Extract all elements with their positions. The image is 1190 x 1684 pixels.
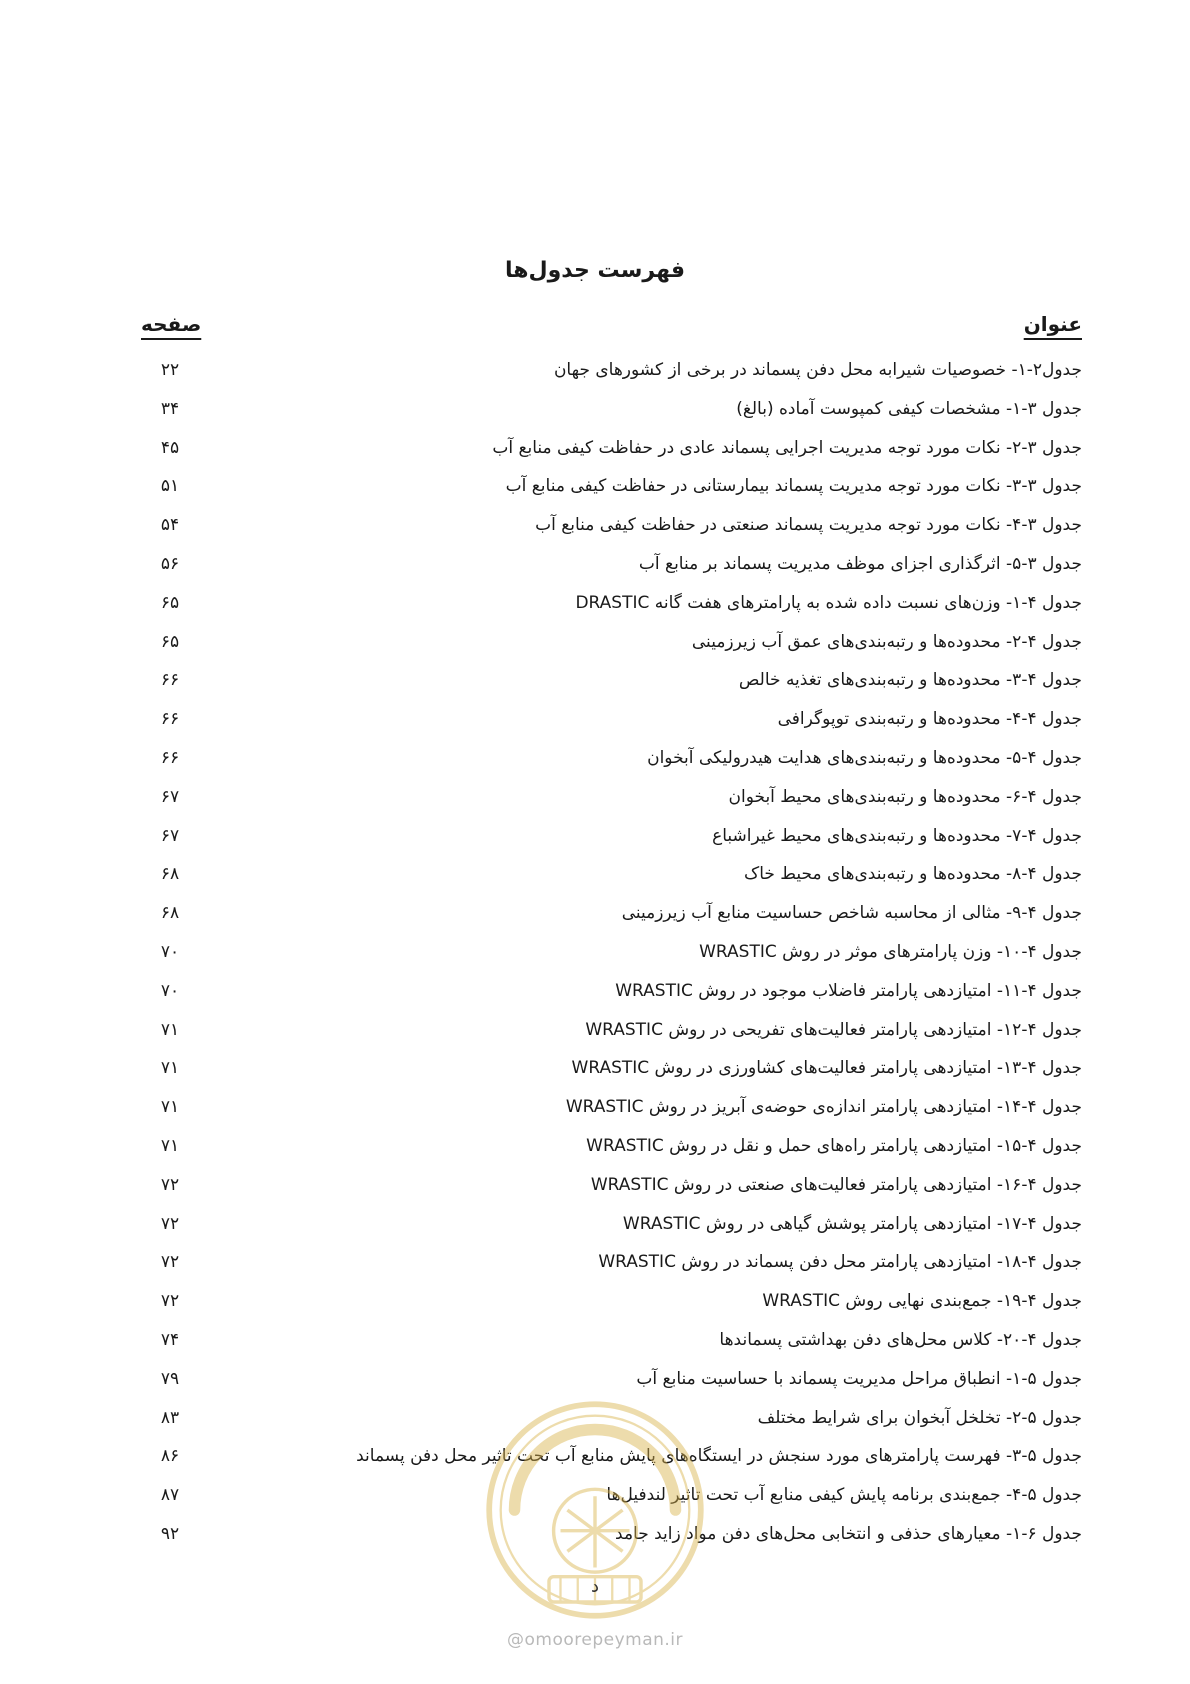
entry-page-number: ۸۷ (160, 1485, 180, 1506)
entry-title: جدول ۳-۱- مشخصات کیفی کمپوست آماده (بالغ) (736, 398, 1082, 419)
entry-page-number: ۶۸ (160, 864, 180, 885)
entry-page-number: ۵۱ (160, 476, 180, 497)
entry-page-number: ۸۶ (160, 1446, 180, 1467)
entry-page-number: ۵۴ (160, 515, 180, 536)
entry-page-number: ۴۵ (160, 437, 180, 458)
list-item (0, 1170, 1190, 1209)
entry-page-number: ۷۲ (160, 1213, 180, 1234)
list-item (0, 510, 1190, 549)
page-number: د (590, 1576, 599, 1597)
list-item (0, 1403, 1190, 1442)
list-item (0, 394, 1190, 433)
list-item (0, 1131, 1190, 1170)
list-item (0, 782, 1190, 821)
entry-title: جدول ۴-۲۰- کلاس محل‌های دفن بهداشتی پسماندها (719, 1329, 1082, 1350)
entry-page-number: ۳۴ (160, 398, 180, 419)
entry-page-number: ۵۶ (160, 553, 180, 574)
entry-page-number: ۷۲ (160, 1291, 180, 1312)
entry-title: جدول ۴-۵- محدوده‌ها و رتبه‌بندی‌های هدایت هیدرولیکی آبخوان (647, 747, 1082, 768)
list-item (0, 627, 1190, 666)
entry-page-number: ۶۶ (160, 670, 180, 691)
entry-page-number: ۷۱ (160, 1097, 180, 1118)
entry-title: جدول ۴-۱۷- امتیازدهی پارامتر پوشش گیاهی در روش WRASTIC (622, 1213, 1082, 1234)
entry-page-number: ۷۱ (160, 1135, 180, 1156)
table-list (0, 355, 1190, 1558)
entry-page-number: ۷۴ (160, 1329, 180, 1350)
entry-title: جدول ۴-۱۸- امتیازدهی پارامتر محل دفن پسماند در روش WRASTIC (598, 1252, 1082, 1273)
entry-title: جدول ۴-۱۲- امتیازدهی پارامتر فعالیت‌های تفریحی در روش WRASTIC (585, 1019, 1082, 1040)
list-item (0, 1364, 1190, 1403)
list-item (0, 1053, 1190, 1092)
entry-page-number: ۸۳ (160, 1407, 180, 1428)
entry-title: جدول ۴-۶- محدوده‌ها و رتبه‌بندی‌های محیط آبخوان (728, 786, 1082, 807)
list-item (0, 355, 1190, 394)
entry-title: جدول ۴-۱۳- امتیازدهی پارامتر فعالیت‌های کشاورزی در روش WRASTIC (571, 1058, 1082, 1079)
entry-title: جدول ۴-۱- وزن‌های نسبت داده شده به پارامترهای هفت گانه DRASTIC (575, 592, 1082, 613)
entry-title: جدول۲-۱- خصوصیات شیرابه محل دفن پسماند در برخی از کشورهای جهان (553, 360, 1082, 380)
list-item (0, 588, 1190, 627)
entry-page-number: ۷۰ (160, 941, 180, 962)
entry-title: جدول ۴-۱۴- امتیازدهی پارامتر اندازه‌ی حوضه‌ی آبریز در روش WRASTIC (565, 1097, 1082, 1118)
entry-page-number: ۷۱ (160, 1019, 180, 1040)
entry-title: جدول ۴-۱۶- امتیازدهی پارامتر فعالیت‌های صنعتی در روش WRASTIC (590, 1174, 1082, 1195)
page-title: فهرست جدول‌ها (504, 258, 686, 283)
entry-page-number: ۷۲ (160, 1252, 180, 1273)
entry-title: جدول ۳-۴- نکات مورد توجه مدیریت پسماند صنعتی در حفاظت کیفی منابع آب (535, 515, 1082, 536)
entry-title: جدول ۳-۳- نکات مورد توجه مدیریت پسماند بیمارستانی در حفاظت کیفی منابع آب (505, 476, 1082, 497)
entry-title: جدول ۴-۷- محدوده‌ها و رتبه‌بندی‌های محیط غیراشباع (712, 825, 1082, 846)
list-item (0, 1015, 1190, 1054)
list-item (0, 821, 1190, 860)
entry-title: جدول ۳-۵- اثرگذاری اجزای موظف مدیریت پسماند بر منابع آب (638, 553, 1082, 574)
list-item (0, 1325, 1190, 1364)
entry-title: جدول ۴-۹- مثالی از محاسبه شاخص حساسیت منابع آب زیرزمینی (621, 903, 1082, 924)
list-item (0, 549, 1190, 588)
entry-title: جدول ۵-۳- فهرست پارامترهای مورد سنجش در ایستگاه‌های پایش منابع آب تحت تاثیر محل دفن پسماند (356, 1446, 1082, 1467)
entry-title: جدول ۵-۱- انطباق مراحل مدیریت پسماند با حساسیت منابع آب (636, 1368, 1082, 1389)
entry-title: جدول ۶-۱- معیارهای حذفی و انتخابی محل‌های دفن مواد زاید جامد (615, 1523, 1082, 1544)
entry-title: جدول ۴-۱۱- امتیازدهی پارامتر فاضلاب موجود در روش WRASTIC (615, 980, 1082, 1001)
list-item (0, 976, 1190, 1015)
watermark-site-text: @omoorepeyman.ir (506, 1630, 684, 1650)
entry-title: جدول ۴-۱۹- جمع‌بندی نهایی روش WRASTIC (762, 1291, 1082, 1312)
list-item (0, 1480, 1190, 1519)
list-item (0, 665, 1190, 704)
title-column-header: عنوان (1023, 312, 1082, 336)
entry-page-number: ۲۲ (160, 360, 180, 380)
list-item (0, 1092, 1190, 1131)
entry-page-number: ۷۰ (160, 980, 180, 1001)
entry-page-number: ۶۸ (160, 903, 180, 924)
entry-page-number: ۷۱ (160, 1058, 180, 1079)
entry-title: جدول ۴-۳- محدوده‌ها و رتبه‌بندی‌های تغذیه خالص (738, 670, 1082, 691)
list-item (0, 1286, 1190, 1325)
list-item (0, 704, 1190, 743)
entry-page-number: ۶۵ (160, 631, 180, 652)
entry-page-number: ۶۷ (160, 786, 180, 807)
list-item (0, 1441, 1190, 1480)
list-item (0, 898, 1190, 937)
list-item (0, 433, 1190, 472)
entry-title: جدول ۴-۱۰- وزن پارامترهای موثر در روش WRASTIC (699, 941, 1082, 962)
entry-title: جدول ۳-۲- نکات مورد توجه مدیریت اجرایی پسماند عادی در حفاظت کیفی منابع آب (492, 437, 1082, 458)
list-item (0, 859, 1190, 898)
entry-title: جدول ۵-۲- تخلخل آبخوان برای شرایط مختلف (757, 1407, 1082, 1428)
entry-title: جدول ۵-۴- جمع‌بندی برنامه پایش کیفی منابع آب تحت تاثیر لندفیل‌ها (606, 1485, 1082, 1506)
entry-page-number: ۶۶ (160, 709, 180, 730)
entry-page-number: ۶۷ (160, 825, 180, 846)
entry-page-number: ۷۲ (160, 1174, 180, 1195)
list-item (0, 937, 1190, 976)
list-item (0, 743, 1190, 782)
entry-title: جدول ۴-۲- محدوده‌ها و رتبه‌بندی‌های عمق آب زیرزمینی (691, 631, 1082, 652)
entry-page-number: ۹۲ (160, 1523, 180, 1544)
list-item (0, 1519, 1190, 1558)
entry-title: جدول ۴-۴- محدوده‌ها و رتبه‌بندی توپوگرافی (777, 709, 1082, 730)
page-column-header: صفحه (141, 312, 202, 336)
list-item (0, 1209, 1190, 1248)
list-item (0, 1247, 1190, 1286)
entry-page-number: ۷۹ (160, 1368, 180, 1389)
entry-page-number: ۶۶ (160, 747, 180, 768)
entry-title: جدول ۴-۸- محدوده‌ها و رتبه‌بندی‌های محیط خاک (743, 864, 1082, 885)
entry-title: جدول ۴-۱۵- امتیازدهی پارامتر راه‌های حمل و نقل در روش WRASTIC (586, 1135, 1082, 1156)
list-item (0, 471, 1190, 510)
entry-page-number: ۶۵ (160, 592, 180, 613)
